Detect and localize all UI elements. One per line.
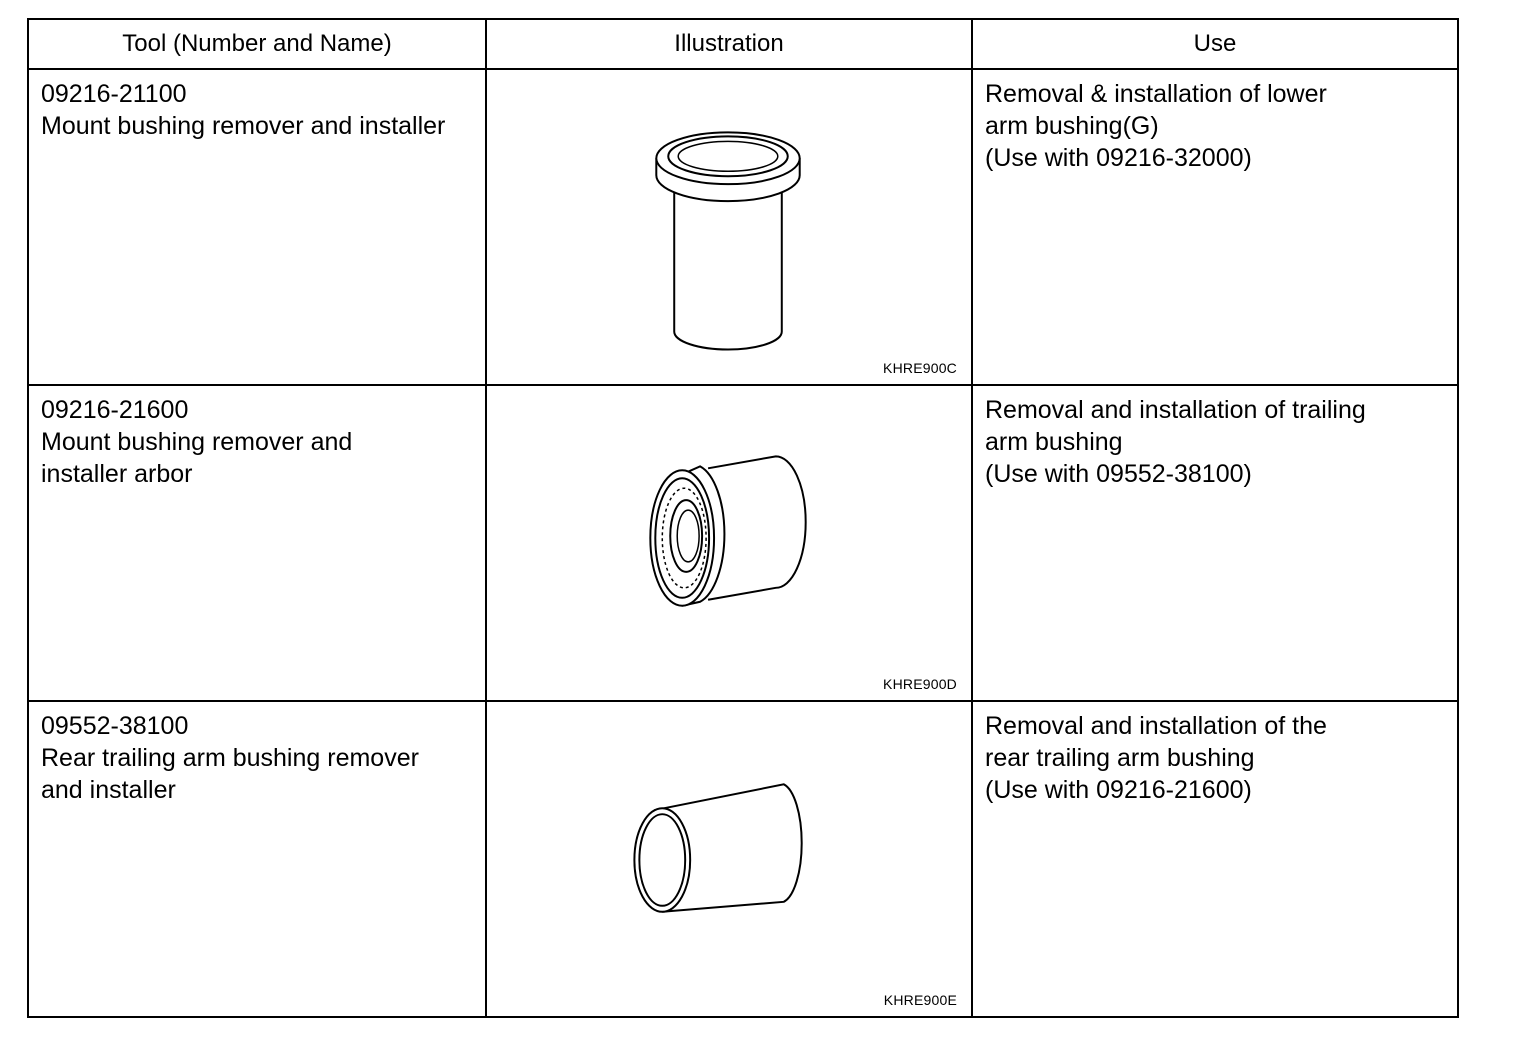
use-cell [972, 385, 1458, 701]
header-row [28, 19, 1458, 69]
bushing-arbor-tool-icon [487, 386, 971, 700]
tool-name: Mount bushing remover and [41, 428, 353, 456]
use-cell [972, 69, 1458, 385]
header-tool: Tool (Number and Name) [28, 19, 486, 69]
illustration-cell [486, 69, 972, 385]
header-use: Use [972, 19, 1458, 69]
special-tools-table [27, 18, 1459, 1018]
tool-cell [28, 69, 486, 385]
use-line: arm bushing [985, 428, 1123, 456]
use-line: (Use with 09216-32000) [985, 144, 1252, 172]
tool-name: Rear trailing arm bushing remover [41, 744, 419, 772]
use-line: (Use with 09552-38100) [985, 460, 1252, 488]
use-line: arm bushing(G) [985, 112, 1159, 140]
flanged-bushing-tool-icon [487, 70, 971, 384]
use-line: Removal and installation of trailing [985, 396, 1366, 424]
use-line: Removal & installation of lower [985, 80, 1327, 108]
use-cell [972, 701, 1458, 1017]
tool-name: installer arbor [41, 460, 193, 488]
use-line: rear trailing arm bushing [985, 744, 1255, 772]
use-line: Removal and installation of the [985, 712, 1327, 740]
figure-code: KHRE900E [883, 992, 957, 1008]
header-illustration: Illustration [486, 19, 972, 69]
figure-code: KHRE900C [883, 360, 957, 376]
tool-cell [28, 385, 486, 701]
tool-name: and installer [41, 776, 176, 804]
tool-cell [28, 701, 486, 1017]
tool-number: 09216-21600 [41, 396, 189, 424]
table-row [28, 701, 1458, 1017]
use-line: (Use with 09216-21600) [985, 776, 1252, 804]
illustration-cell [486, 701, 972, 1017]
tool-number: 09216-21100 [41, 80, 187, 108]
sleeve-tool-icon [487, 702, 971, 1016]
table-row [28, 69, 1458, 385]
tool-number: 09552-38100 [41, 712, 189, 740]
figure-code: KHRE900D [883, 676, 957, 692]
tool-name: Mount bushing remover and installer [41, 112, 446, 140]
table-row [28, 385, 1458, 701]
illustration-cell [486, 385, 972, 701]
